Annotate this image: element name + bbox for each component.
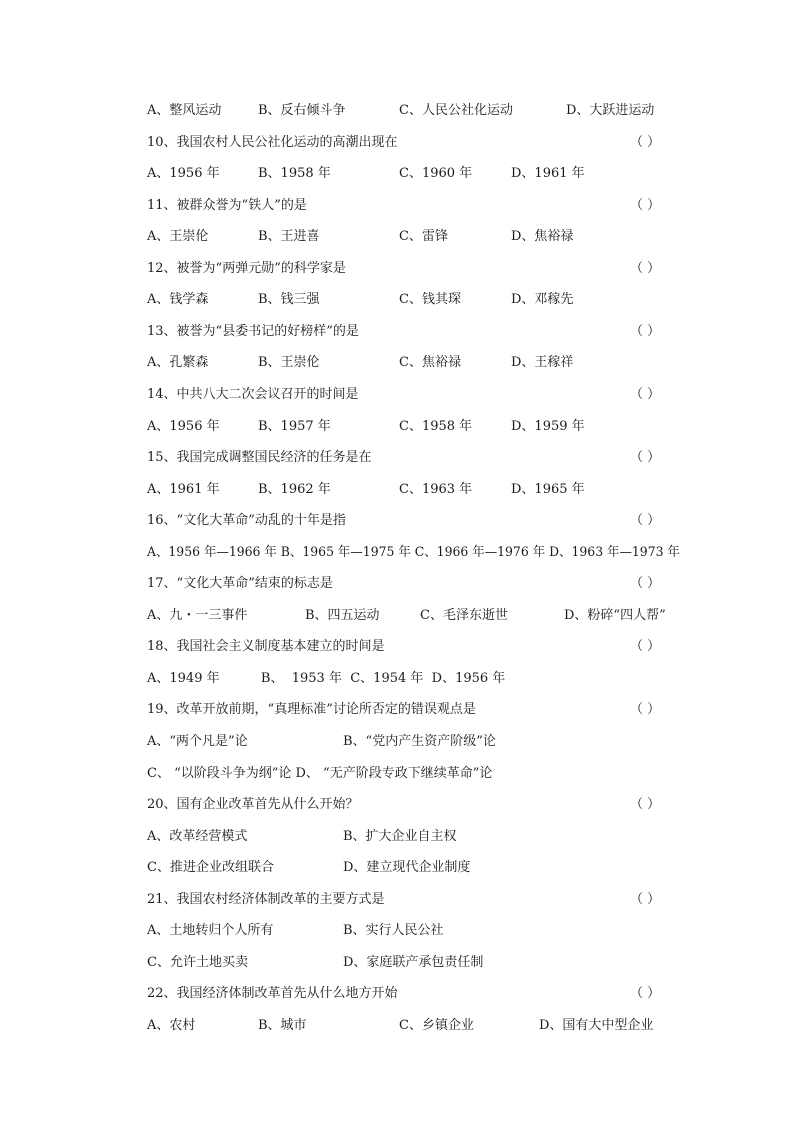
option-item: A、九・一三事件: [147, 608, 248, 623]
option-item: A、整风运动: [147, 103, 222, 118]
answer-blank: （ ）: [630, 387, 661, 402]
question-row: [0, 322, 794, 342]
option-item: B、1962 年: [258, 482, 331, 497]
option-item: A、农村: [147, 1018, 196, 1033]
question-text: 17、“文化大革命”结束的标志是: [147, 576, 333, 591]
option-item: D、建立现代企业制度: [343, 860, 471, 875]
options-row: [0, 921, 794, 941]
option-item: C、焦裕禄: [399, 355, 461, 370]
answer-blank: （ ）: [630, 797, 661, 812]
question-row: [0, 890, 794, 910]
option-item: A、1956 年: [147, 419, 220, 434]
option-item: C、雷锋: [399, 229, 448, 244]
options-line: [0, 669, 794, 689]
option-item: C、乡镇企业: [399, 1018, 474, 1033]
answer-blank: （ ）: [630, 135, 661, 150]
question-row: [0, 133, 794, 153]
question-row: [0, 700, 794, 720]
answer-blank: （ ）: [630, 261, 661, 276]
options-row: [0, 732, 794, 752]
options-row: [0, 164, 794, 184]
question-text: 14、中共八大二次会议召开的时间是: [147, 387, 359, 402]
option-line-text: A、1956 年—1966 年 B、1965 年—1975 年 C、1966 年—1976 年 D、1963 年—1973 年: [147, 545, 680, 560]
option-item: A、1956 年: [147, 166, 220, 181]
answer-blank: （ ）: [630, 702, 661, 717]
option-item: C、1958 年: [399, 419, 473, 434]
option-item: A、孔繁森: [147, 355, 209, 370]
question-row: [0, 448, 794, 468]
option-item: A、土地转归个人所有: [147, 923, 274, 938]
options-row: [0, 227, 794, 247]
options-row: [0, 827, 794, 847]
option-item: C、1963 年: [399, 482, 473, 497]
question-text: 16、“文化大革命”动乱的十年是指: [147, 513, 346, 528]
option-line-text: C、 “以阶段斗争为纲”论 D、 “无产阶段专政下继续革命”论: [147, 766, 493, 781]
option-item: D、家庭联产承包责任制: [343, 955, 484, 970]
options-row: [0, 606, 794, 626]
option-item: B、“党内产生资产阶级”论: [343, 734, 496, 749]
question-text: 13、被誉为“县委书记的好榜样”的是: [147, 324, 359, 339]
answer-blank: （ ）: [630, 986, 661, 1001]
answer-blank: （ ）: [630, 576, 661, 591]
option-item: B、钱三强: [258, 292, 320, 307]
options-line: [0, 543, 794, 563]
question-text: 22、我国经济体制改革首先从什么地方开始: [147, 986, 398, 1001]
answer-blank: （ ）: [630, 892, 661, 907]
question-text: 12、被誉为“两弹元勋”的科学家是: [147, 261, 346, 276]
option-item: D、1965 年: [511, 482, 585, 497]
question-row: [0, 984, 794, 1004]
question-text: 10、我国农村人民公社化运动的高潮出现在: [147, 135, 398, 150]
option-item: C、推进企业改组联合: [147, 860, 274, 875]
question-row: [0, 385, 794, 405]
question-text: 18、我国社会主义制度基本建立的时间是: [147, 639, 385, 654]
option-item: A、钱学森: [147, 292, 209, 307]
options-row: [0, 1016, 794, 1036]
option-item: B、王崇伦: [258, 355, 320, 370]
option-item: D、1961 年: [511, 166, 585, 181]
options-row: [0, 353, 794, 373]
option-item: B、四五运动: [305, 608, 380, 623]
question-row: [0, 259, 794, 279]
option-item: B、王进喜: [258, 229, 320, 244]
option-item: A、“两个凡是”论: [147, 734, 248, 749]
question-text: 11、被群众誉为“铁人”的是: [147, 198, 307, 213]
option-item: D、粉碎“四人帮”: [564, 608, 666, 623]
question-row: [0, 574, 794, 594]
question-text: 19、改革开放前期，“真理标准”讨论所否定的错误观点是: [147, 702, 476, 717]
question-text: 20、国有企业改革首先从什么开始？: [147, 797, 359, 812]
option-item: C、允许土地买卖: [147, 955, 248, 970]
option-item: D、邓稼先: [511, 292, 574, 307]
option-item: B、城市: [258, 1018, 307, 1033]
answer-blank: （ ）: [630, 450, 661, 465]
option-item: D、1959 年: [511, 419, 585, 434]
answer-blank: （ ）: [630, 324, 661, 339]
option-item: A、1961 年: [147, 482, 220, 497]
option-item: D、国有大中型企业: [539, 1018, 654, 1033]
option-item: D、王稼祥: [511, 355, 574, 370]
option-item: B、扩大企业自主权: [343, 829, 457, 844]
option-item: D、焦裕禄: [511, 229, 574, 244]
question-row: [0, 511, 794, 531]
question-row: [0, 795, 794, 815]
option-item: C、钱其琛: [399, 292, 461, 307]
question-row: [0, 196, 794, 216]
option-item: A、改革经营模式: [147, 829, 248, 844]
option-item: C、1960 年: [399, 166, 473, 181]
options-row: [0, 101, 794, 121]
question-text: 21、我国农村经济体制改革的主要方式是: [147, 892, 385, 907]
option-item: A、王崇伦: [147, 229, 209, 244]
option-item: B、反右倾斗争: [258, 103, 346, 118]
option-item: B、1957 年: [258, 419, 331, 434]
answer-blank: （ ）: [630, 513, 661, 528]
question-text: 15、我国完成调整国民经济的任务是在: [147, 450, 372, 465]
option-item: B、实行人民公社: [343, 923, 444, 938]
question-row: [0, 637, 794, 657]
options-row: [0, 290, 794, 310]
option-line-text: A、1949 年 B、 1953 年 C、1954 年 D、1956 年: [147, 671, 506, 686]
options-row: [0, 953, 794, 973]
option-item: C、人民公社化运动: [399, 103, 513, 118]
options-row: [0, 480, 794, 500]
answer-blank: （ ）: [630, 639, 661, 654]
option-item: D、大跃进运动: [566, 103, 655, 118]
options-row: [0, 858, 794, 878]
option-item: C、毛泽东逝世: [420, 608, 508, 623]
options-row: [0, 417, 794, 437]
answer-blank: （ ）: [630, 198, 661, 213]
option-item: B、1958 年: [258, 166, 331, 181]
options-line: [0, 764, 794, 784]
